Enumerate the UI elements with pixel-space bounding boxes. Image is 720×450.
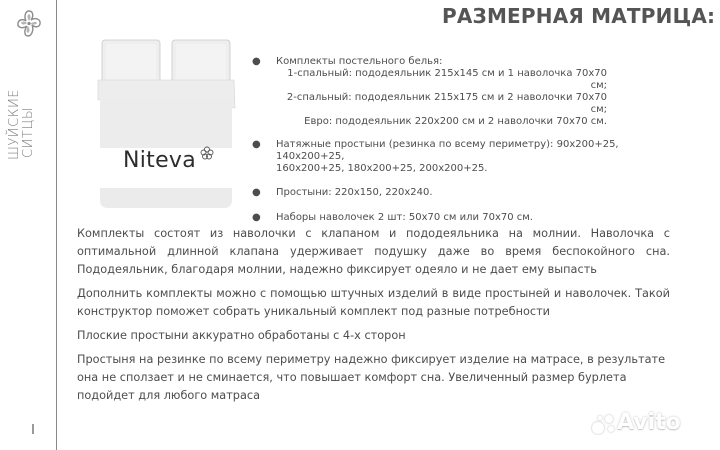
brand-line-1: ШУЙСКИЕ (7, 89, 22, 160)
paragraph-fitted-sheet: Простыня на резинке по всему периметру надежно фиксирует изделие на матрасе, в результате она не сползает и не сминается, что повышает комфорт сна. Увеличенный размер бурлета подойдет для любого матраса (77, 353, 666, 402)
spec-continuation: 160х200+25, 180х200+25, 200х200+25. (276, 163, 488, 174)
size-matrix-list (248, 56, 668, 224)
bullet-icon: ● (252, 187, 261, 198)
flower-logo-icon (13, 8, 45, 40)
product-image (96, 30, 236, 210)
page-title: РАЗМЕРНАЯ МАТРИЦА: (442, 4, 716, 28)
spec-label: Наборы наволочек 2 шт: 50х70 см или 70х70 см. (276, 212, 533, 223)
avito-watermark: Avito (617, 410, 681, 435)
paragraph-flat-sheets: Плоские простыни аккуратно обработаны с 4-х сторон (77, 329, 406, 342)
bullet-icon: ● (252, 56, 261, 67)
brand-line-2: СИТЦЫ (21, 107, 36, 158)
niteva-label: Niteva (123, 148, 197, 173)
spec-sub-single: 1-спальный: пододеяльник 215х145 см и 1 наволочка 70х70 см; (287, 68, 607, 91)
spec-label: Простыни: 220х150, 220х240. (276, 187, 433, 198)
vertical-divider (56, 0, 57, 450)
spec-sub-double: 2-спальный: пододеяльник 215х175 см и 2 наволочки 70х70 см; (286, 92, 607, 115)
spec-sub-euro: Евро: пододеяльник 220х200 см и 2 наволочки 70х70 см. (304, 116, 607, 127)
bedding-illustration (96, 30, 236, 210)
bullet-icon: ● (252, 139, 261, 150)
paragraph-sets: Комплекты состоят из наволочки с клапаном и пододеяльника на молнии. Наволочка с оптимальной длинной клапана удерживает подушку даже во время беспокойного сна. Пододеяльник, благодаря молнии, надежно фиксирует одеяло и не дает ему выпасть (77, 227, 670, 276)
spec-bedding-sets (248, 56, 668, 128)
spec-flat-sheets (248, 187, 668, 199)
spec-fitted-sheets (248, 139, 668, 175)
spec-pillowcase-sets (248, 212, 668, 224)
niteva-flower-icon (200, 146, 214, 160)
spec-label: Натяжные простыни (резинка по всему периметру): 90х200+25, 140х200+25, (276, 139, 619, 162)
spec-label: Комплекты постельного белья: (276, 56, 443, 67)
bullet-icon: ● (252, 212, 261, 223)
paragraph-constructor: Дополнить комплекты можно с помощью штучных изделий в виде простыней и наволочек. Такой конструктор поможет собрать уникальный комплект под разные потребности (77, 287, 670, 318)
description-body (77, 225, 670, 411)
avito-dots-icon (590, 413, 618, 435)
page-marker (32, 424, 34, 434)
niteva-logo (123, 148, 196, 173)
brand-wordmark (8, 89, 36, 160)
brand-sidebar (0, 0, 56, 450)
